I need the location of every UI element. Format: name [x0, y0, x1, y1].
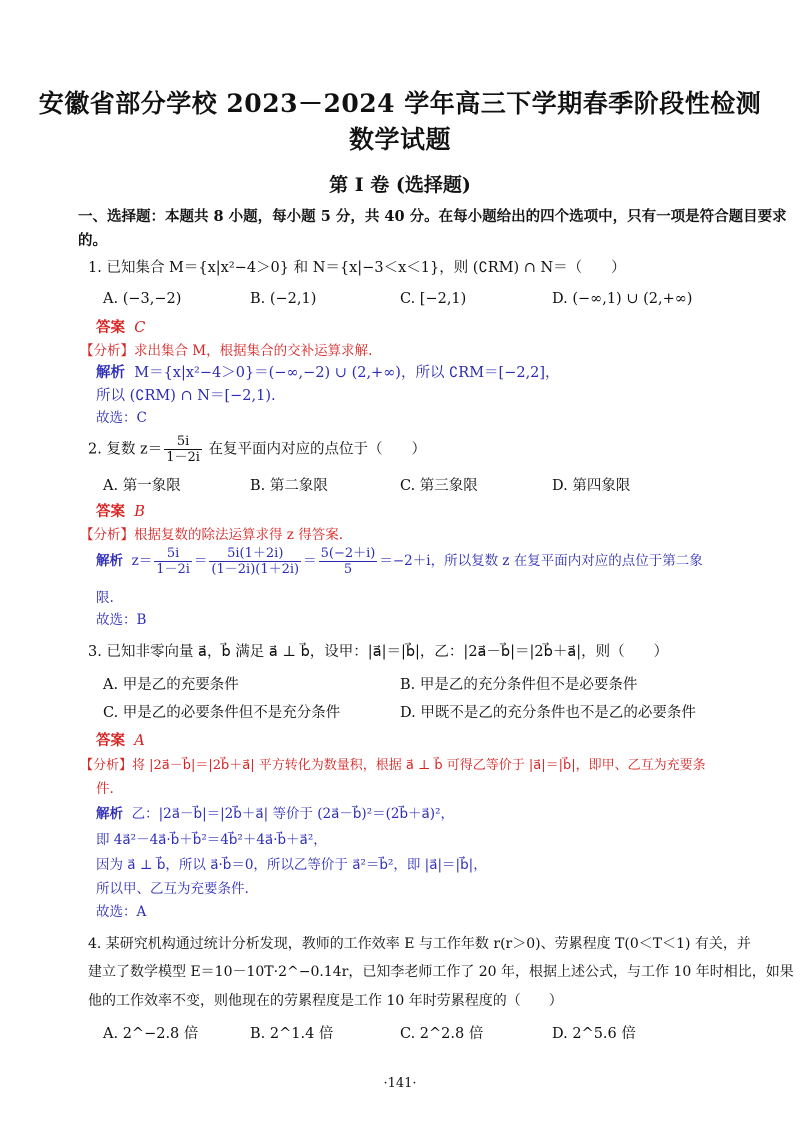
q2-solution-2: 限. — [96, 590, 114, 606]
q4-option-b: B. 2^1.4 倍 — [250, 1026, 334, 1042]
q1-option-a: A. (−3,−2) — [103, 291, 182, 307]
q4-line-3: 他的工作效率不变，则他现在的劳累程度是工作 10 年时劳累程度的（ ） — [88, 993, 563, 1009]
q2-sol-frac-1 — [154, 546, 192, 577]
q2-sol-f1-den: 1－2i — [156, 562, 190, 577]
q1-solution-1 — [96, 361, 560, 382]
q3-answer — [96, 729, 145, 750]
q3-stem: 3. 已知非零向量 a⃗，b⃗ 满足 a⃗ ⊥ b⃗，设甲：|a⃗|＝|b⃗|，乙：|2a⃗－b⃗|＝|2b⃗＋a⃗|，则（ ） — [88, 644, 669, 660]
q1-choice: 故选：C — [96, 410, 147, 426]
q3-sol-text-1: 乙：|2a⃗－b⃗|＝|2b⃗＋a⃗| 等价于 (2a⃗－b⃗)²＝(2b⃗＋a⃗)²， — [131, 806, 454, 822]
q1-answer-label: 答案 — [96, 319, 125, 336]
q3-answer-value: A — [134, 733, 145, 749]
q3-analysis-1: 【分析】将 |2a⃗－b⃗|＝|2b⃗＋a⃗| 平方转化为数量积，根据 a⃗ ⊥ b⃗ 可得乙等价于 |a⃗|＝|b⃗|，即甲、乙互为充要条 — [80, 758, 706, 773]
q1-stem: 1. 已知集合 M＝{x|x²−4＞0} 和 N＝{x|−3＜x＜1}，则 (∁RM) ∩ N＝（ ） — [88, 260, 626, 276]
q2-analysis: 【分析】根据复数的除法运算求得 z 得答案. — [80, 527, 343, 543]
q2-option-b: B. 第二象限 — [250, 478, 328, 494]
q2-sol-tail: ＝−2＋i，所以复数 z 在复平面内对应的点位于第二象 — [379, 553, 703, 569]
q2-choice: 故选：B — [96, 612, 147, 628]
q2-sol-f1-num: 5i — [154, 546, 192, 562]
q3-solution-2: 即 4a⃗²－4a⃗·b⃗＋b⃗²＝4b⃗²＋4a⃗·b⃗＋a⃗²， — [96, 832, 327, 848]
q4-option-a: A. 2^−2.8 倍 — [103, 1026, 199, 1042]
q2-answer — [96, 500, 145, 521]
q1-solution-text-1: M＝{x|x²−4＞0}＝(−∞,−2) ∪ (2,+∞)，所以 ∁RM＝[−2,2]， — [134, 365, 560, 381]
q2-sol-f3-den: 5 — [343, 562, 353, 577]
q1-answer-value: C — [134, 320, 146, 336]
title-line-1: 安徽省部分学校 2023－2024 学年高三下学期春季阶段性检测 — [38, 89, 762, 118]
q2-answer-label: 答案 — [96, 503, 125, 520]
q1-option-d: D. (−∞,1) ∪ (2,+∞) — [552, 291, 693, 307]
q1-option-b: B. (−2,1) — [250, 291, 317, 307]
q2-option-a: A. 第一象限 — [103, 478, 181, 494]
q1-answer — [96, 316, 145, 337]
q2-option-c: C. 第三象限 — [400, 478, 478, 494]
q1-analysis: 【分析】求出集合 M，根据集合的交补运算求解. — [80, 343, 373, 359]
q2-sol-f2-num: 5i(1＋2i) — [209, 546, 301, 562]
q2-solution: 解析 z＝ $\frac{5i}{1-2i}$ ＝ $\frac{5i(1+2i)}{(1-2i)(1+2i)}$ ＝ $\frac{5(-2+i)}{5}$ ＝−2＋i，所以复数 z 在复平面内对应的点位于第二象 — [96, 546, 703, 577]
q4-option-c: C. 2^2.8 倍 — [400, 1026, 484, 1042]
q3-solution-label: 解析 — [96, 806, 123, 822]
q2-sol-f3-num: 5(−2＋i) — [320, 546, 376, 561]
title-line-2: 数学试题 — [348, 125, 451, 154]
q2-frac-num: 5i — [164, 434, 202, 450]
q4-option-d: D. 2^5.6 倍 — [552, 1026, 636, 1042]
q3-answer-label: 答案 — [96, 732, 125, 749]
q1-solution-label: 解析 — [96, 364, 125, 381]
q2-frac-den: 1－2i — [166, 450, 200, 465]
q3-option-b: B. 甲是乙的充分条件但不是必要条件 — [400, 677, 638, 693]
q2-option-d: D. 第四象限 — [552, 478, 631, 494]
q3-option-a: A. 甲是乙的充要条件 — [103, 677, 239, 693]
q2-solution-label: 解析 — [96, 553, 123, 569]
instructions-line-1: 一、选择题：本题共 8 小题，每小题 5 分，共 40 分。在每小题给出的四个选项中，只有一项是符合题目要求 — [78, 208, 787, 225]
q2-stem-pre: 2. 复数 z＝ — [88, 441, 163, 458]
instructions-line-2: 的。 — [78, 232, 107, 249]
q2-sol-f2-den: (1－2i)(1＋2i) — [211, 562, 300, 577]
q1-solution-2: 所以 (∁RM) ∩ N＝[−2,1). — [96, 388, 276, 404]
page-number: ·141· — [383, 1076, 417, 1091]
q1-option-c: C. [−2,1) — [400, 291, 467, 307]
q2-stem — [88, 434, 426, 465]
q4-line-2: 建立了数学模型 E＝10－10T·2^−0.14r，已知李老师工作了 20 年，根据上述公式，与工作 10 年时相比，如果 — [88, 964, 794, 980]
q2-sol-frac-2 — [209, 546, 301, 577]
q3-solution-3: 因为 a⃗ ⊥ b⃗，所以 a⃗·b⃗＝0，所以乙等价于 a⃗²＝b⃗²，即 |a⃗|＝|b⃗|， — [96, 857, 487, 873]
q2-answer-value: B — [134, 504, 145, 520]
q3-option-c: C. 甲是乙的必要条件但不是充分条件 — [103, 705, 341, 721]
q3-analysis-2: 件. — [96, 781, 114, 797]
section-heading: 第 I 卷 (选择题) — [329, 174, 471, 196]
q3-choice: 故选：A — [96, 904, 147, 920]
q2-fraction — [164, 434, 202, 465]
q2-stem-post: 在复平面内对应的点位于（ ） — [203, 441, 427, 458]
q2-sol-z: z＝ — [131, 553, 153, 569]
q3-option-d: D. 甲既不是乙的充分条件也不是乙的必要条件 — [400, 705, 696, 721]
q3-solution-1 — [96, 802, 454, 822]
q2-sol-frac-3 — [319, 546, 378, 577]
q3-solution-4: 所以甲、乙互为充要条件. — [96, 881, 249, 897]
q4-line-1: 4. 某研究机构通过统计分析发现，教师的工作效率 E 与工作年数 r(r＞0)、劳累程度 T(0＜T＜1) 有关，并 — [88, 936, 751, 952]
